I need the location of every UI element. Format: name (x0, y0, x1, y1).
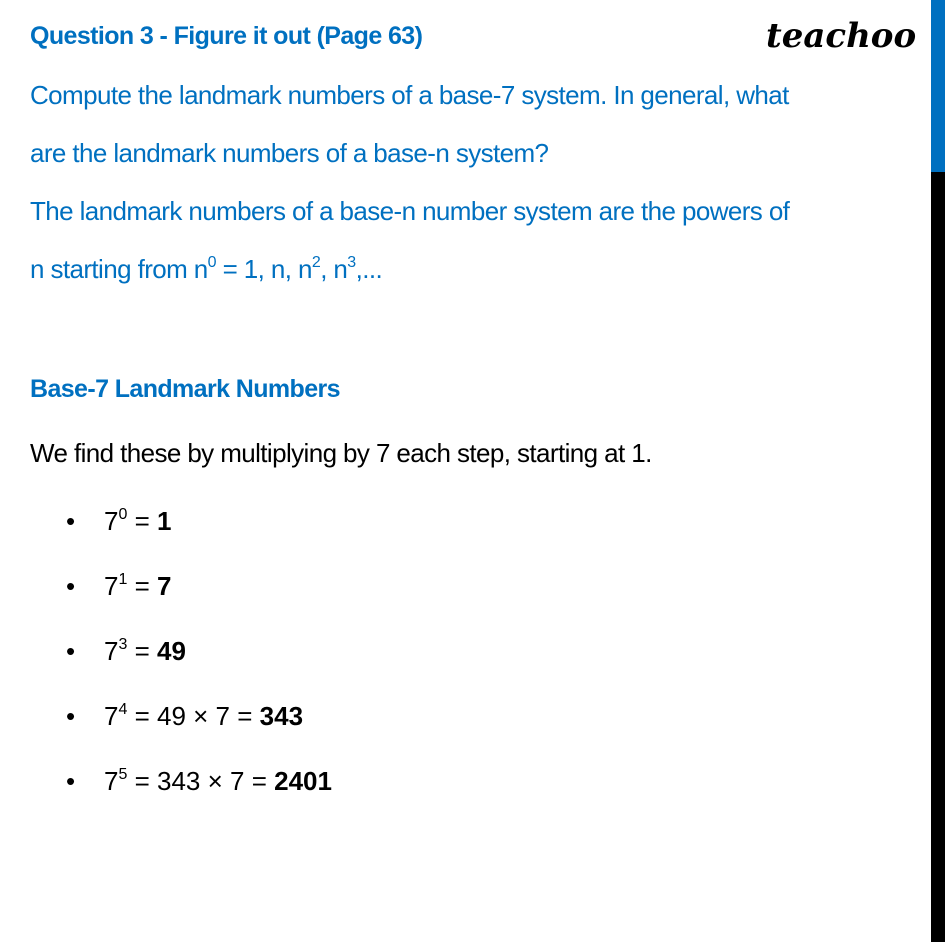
bullet-icon: • (66, 506, 76, 536)
base: 7 (104, 636, 119, 666)
expression: = (127, 571, 158, 601)
bullet-icon: • (66, 701, 76, 731)
answer-text: ,... (355, 254, 383, 284)
exponent: 3 (118, 636, 128, 653)
answer-text: , n (320, 254, 348, 284)
result: 343 (259, 701, 304, 731)
question-title: Question 3 - Figure it out (Page 63) (30, 22, 423, 50)
bullet-icon: • (66, 636, 76, 666)
expression: = (127, 636, 158, 666)
result: 7 (157, 571, 172, 601)
exponent: 4 (118, 701, 128, 718)
bullet-icon: • (66, 766, 76, 796)
section-intro: We find these by multiplying by 7 each step, starting at 1. (30, 438, 652, 468)
answer-text-line-2 (30, 254, 382, 285)
result: 49 (157, 636, 186, 666)
result: 2401 (274, 766, 332, 796)
section-heading: Base-7 Landmark Numbers (30, 375, 340, 403)
base: 7 (104, 571, 119, 601)
exponent: 1 (118, 571, 128, 588)
question-text-line-2: are the landmark numbers of a base-n system? (30, 138, 549, 168)
side-dark-bar (931, 172, 945, 942)
list-item (104, 571, 171, 602)
expression: = 343 × 7 = (127, 766, 275, 796)
exponent: 0 (118, 506, 128, 523)
base: 7 (104, 701, 119, 731)
answer-text: n starting from n (30, 254, 208, 284)
expression: = (127, 506, 158, 536)
exponent: 5 (118, 766, 128, 783)
exponent: 3 (347, 254, 356, 271)
answer-text-line-1: The landmark numbers of a base-n number system are the powers of (30, 196, 790, 226)
bullet-icon: • (66, 571, 76, 601)
exponent: 0 (207, 254, 216, 271)
list-item (104, 701, 303, 732)
question-text-line-1: Compute the landmark numbers of a base-7 system. In general, what (30, 80, 789, 110)
side-accent-bar (931, 0, 945, 172)
teachoo-logo: teachoo (766, 16, 917, 56)
list-item (104, 766, 332, 797)
list-item (104, 636, 186, 667)
base: 7 (104, 766, 119, 796)
base: 7 (104, 506, 119, 536)
answer-text: = 1, n, n (215, 254, 312, 284)
list-item (104, 506, 171, 537)
expression: = 49 × 7 = (127, 701, 260, 731)
exponent: 2 (311, 254, 321, 271)
result: 1 (157, 506, 172, 536)
